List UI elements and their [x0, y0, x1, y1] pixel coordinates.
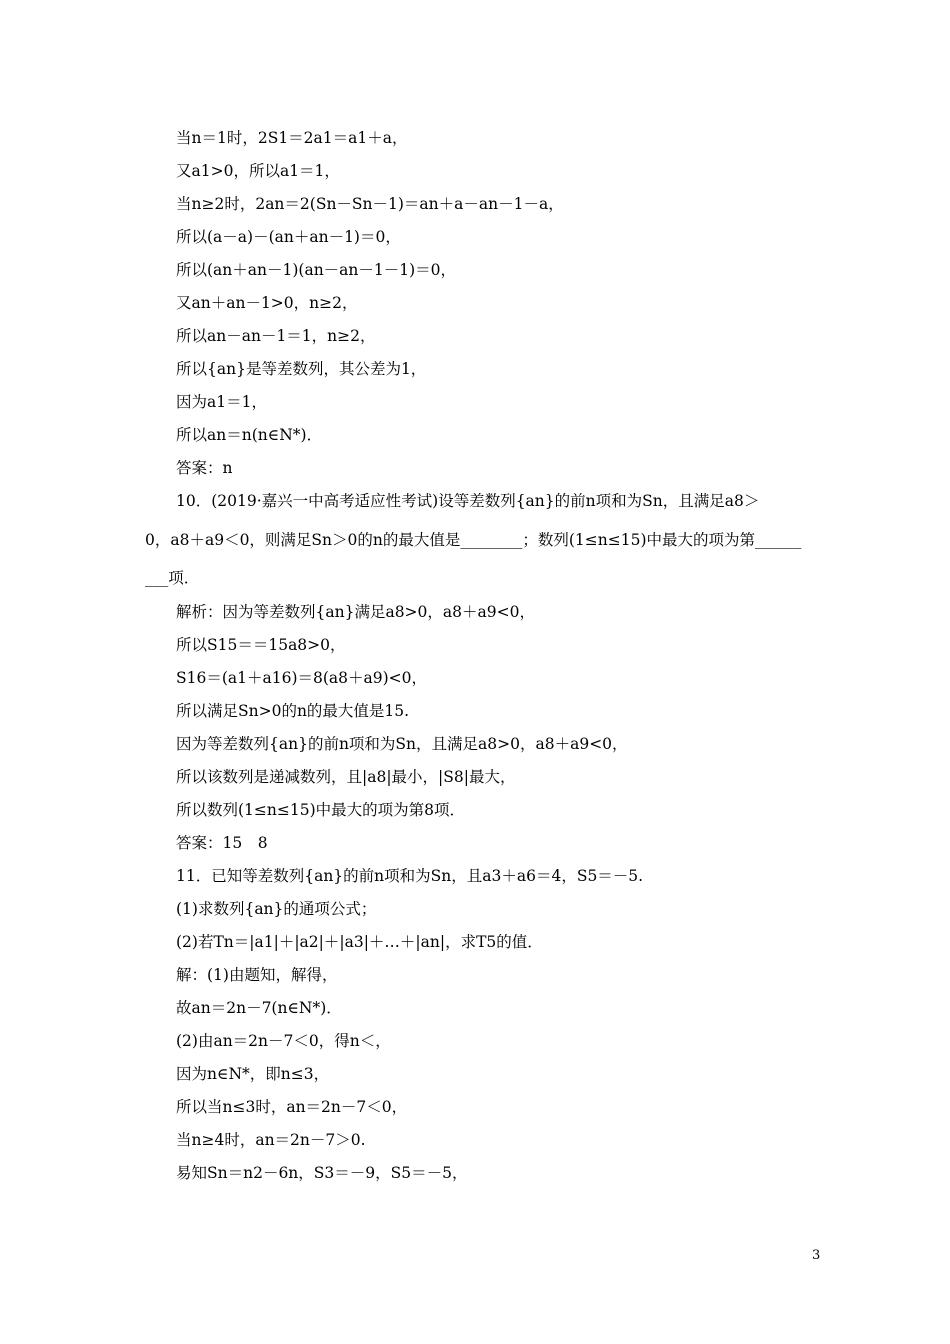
text-line: 因为n∈N*，即n≤3，: [176, 1065, 330, 1083]
text-line: S16＝(a1＋a16)＝8(a8＋a9)<0，: [176, 669, 428, 687]
text-line: 又an＋an－1>0，n≥2，: [176, 294, 358, 312]
text-line: 解析：因为等差数列{an}满足a8>0，a8＋a9<0，: [176, 603, 535, 621]
text-line: 因为等差数列{an}的前n项和为Sn，且满足a8>0，a8＋a9<0，: [176, 735, 628, 753]
text-line: (1)求数列{an}的通项公式；: [176, 900, 377, 918]
text-line: 故an＝2n－7(n∈N*)．: [176, 999, 342, 1017]
question-10-line-3: ___项．: [145, 569, 200, 587]
text-line: 所以{an}是等差数列，其公差为1，: [176, 360, 427, 378]
text-line: 所以an＝n(n∈N*)．: [176, 426, 323, 444]
text-line: 因为a1＝1，: [176, 393, 267, 411]
question-11-line: 11．已知等差数列{an}的前n项和为Sn，且a3＋a6＝4，S5＝－5.: [176, 867, 644, 885]
answer-line: 答案：15 8: [176, 834, 268, 852]
text-line: 当n＝1时，2S1＝2a1＝a1＋a，: [176, 129, 408, 147]
text-line: 当n≥2时，2an＝2(Sn－Sn－1)＝an＋a－an－1－a，: [176, 195, 564, 213]
text-line: 所以(a－a)－(an＋an－1)＝0，: [176, 228, 401, 246]
text-line: 又a1>0，所以a1＝1，: [176, 162, 340, 180]
text-line: 所以满足Sn>0的n的最大值是15.: [176, 702, 410, 720]
text-line: 所以an－an－1＝1，n≥2，: [176, 327, 376, 345]
text-line: 当n≥4时，an＝2n－7＞0.: [176, 1131, 366, 1149]
text-line: 易知Sn＝n2－6n，S3＝－9，S5＝－5，: [176, 1164, 468, 1182]
text-line: 解：(1)由题知，解得，: [176, 966, 338, 984]
answer-line: 答案：n: [176, 459, 233, 477]
text-line: 所以当n≤3时，an＝2n－7＜0，: [176, 1098, 408, 1116]
text-line: (2)若Tn＝|a1|＋|a2|＋|a3|＋…＋|an|，求T5的值．: [176, 933, 543, 951]
text-line: (2)由an＝2n－7＜0，得n＜，: [176, 1032, 391, 1050]
text-line: 所以该数列是递减数列，且|a8|最小，|S8|最大，: [176, 768, 516, 786]
page-number: 3: [812, 1248, 821, 1263]
question-10-line-2: 0，a8＋a9＜0，则满足Sn＞0的n的最大值是________；数列(1≤n≤15)中最大的项为第______: [145, 531, 802, 549]
text-line: 所以数列(1≤n≤15)中最大的项为第8项．: [176, 801, 465, 819]
text-line: 所以(an＋an－1)(an－an－1－1)＝0，: [176, 261, 457, 279]
text-line: 所以S15＝＝15a8>0，: [176, 636, 346, 654]
question-10-line-1: 10．(2019·嘉兴一中高考适应性考试)设等差数列{an}的前n项和为Sn，且满足a8＞: [176, 492, 760, 510]
